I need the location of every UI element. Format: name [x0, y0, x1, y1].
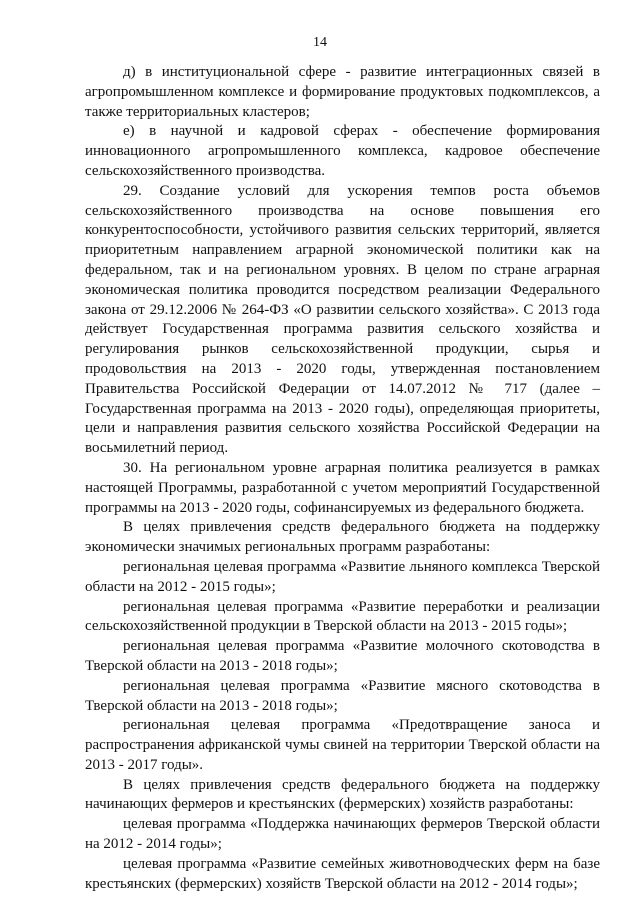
paragraph: 30. На региональном уровне аграрная политика реализуется в рамках настоящей Программы, разработанной с учетом мероприятий Государственной программы на 2013 - 2020 годы, софинансируемых из федерального бюджета.: [85, 459, 600, 516]
paragraph: д) в институциональной сфере - развитие интеграционных связей в агропромышленном комплексе и формирование продуктовых подкомплексов, а также территориальных кластеров;: [85, 64, 600, 120]
paragraph: целевая программа «Развитие семейных животноводческих ферм на базе крестьянских (фермерских) хозяйств Тверской области на 2012 - 2014 годы»;: [85, 855, 600, 892]
page-number: 14: [313, 35, 327, 50]
paragraph: целевая программа «Поддержка начинающих фермеров Тверской области на 2012 - 2014 годы»;: [85, 816, 600, 853]
paragraph: региональная целевая программа «Развитие переработки и реализации сельскохозяйственной продукции в Тверской области на 2013 - 2015 годы»;: [85, 598, 600, 635]
paragraph: региональная целевая программа «Предотвращение заноса и распространения африканской чумы свиней на территории Тверской области на 2013 - 2017 годы».: [85, 717, 600, 773]
paragraph: региональная целевая программа «Развитие мясного скотоводства в Тверской области на 2013 - 2018 годы»;: [85, 677, 600, 714]
paragraph: В целях привлечения средств федерального бюджета на поддержку начинающих фермеров и крестьянских (фермерских) хозяйств разработаны:: [85, 776, 600, 813]
document-body: [85, 63, 600, 894]
paragraph: региональная целевая программа «Развитие молочного скотоводства в Тверской области на 2013 - 2018 годы»;: [85, 638, 600, 674]
paragraph: е) в научной и кадровой сферах - обеспечение формирования инновационного агропромышленного комплекса, кадровое обеспечение сельскохозяйственного производства.: [85, 123, 600, 179]
paragraph: 29. Создание условий для ускорения темпов роста объемов сельскохозяйственного производства на основе повышения его конкурентоспособности, устойчивого развития сельских территорий, является приоритетным направлением аграрной экономической политики как на федеральном, так и на региональном уровнях. В целом по стране аграрная экономическая политика проводится посредством реализации Федерального закона от 29.12.2006 № 264-ФЗ «О развитии сельского хозяйства». С 2013 года действует Государственная программа развития сельского хозяйства и регулирования рынков сельскохозяйственной продукции, сырья и продовольствия на 2013 - 2020 годы, утвержденная постановлением Правительства Российской Федерации от 14.07.2012 № 717 (далее – Государственная программа на 2013 - 2020 годы), определяющая приоритеты, цели и направления развития сельского хозяйства Российской Федерации на восьмилетний период.: [85, 182, 600, 457]
paragraph: В целях привлечения средств федерального бюджета на поддержку экономически значимых региональных программ разработаны:: [85, 519, 600, 556]
paragraph: региональная целевая программа «Развитие льняного комплекса Тверской области на 2012 - 2015 годы»;: [85, 558, 600, 595]
